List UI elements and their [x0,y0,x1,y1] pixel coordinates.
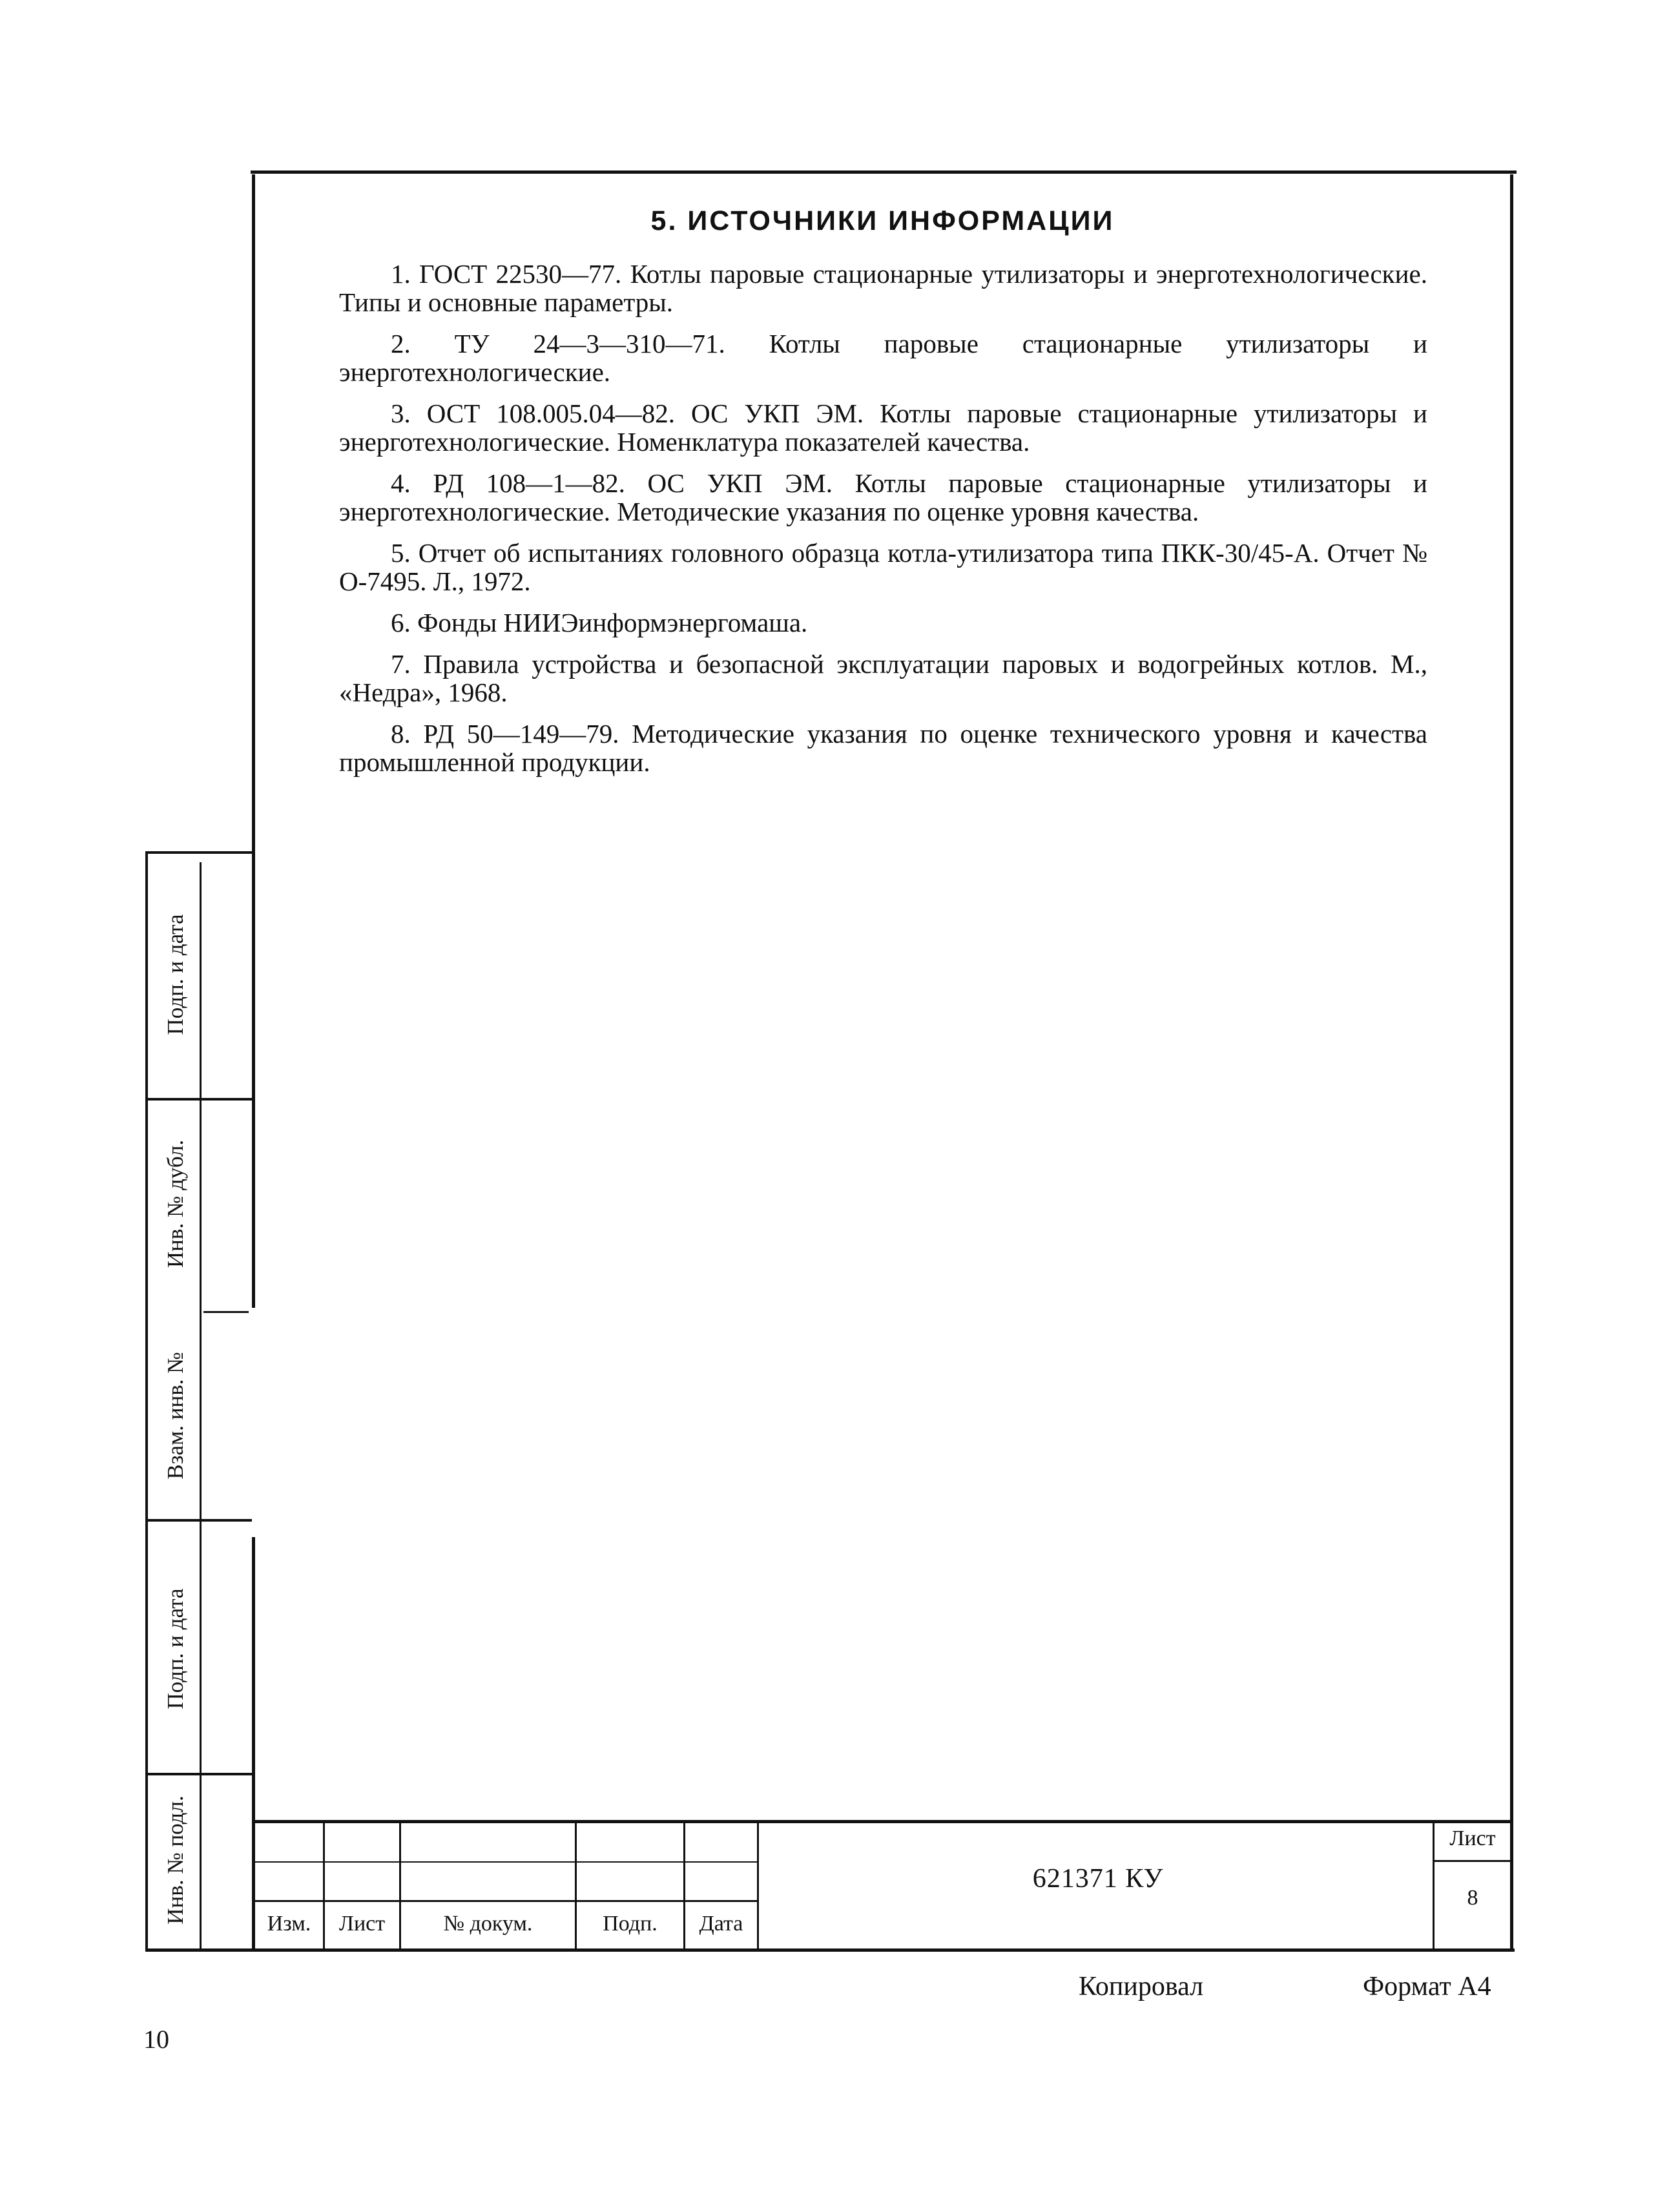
reference-item: 8. РД 50—149—79. Методические указания по оценке технического уровня и качества промышленной продукции. [339,719,1427,777]
sheet-number: 8 [1467,1886,1478,1910]
strip-label-sign-date: Подп. и дата [163,914,188,1035]
strip-label-replacement-inv: Взам. инв. № [163,1352,188,1480]
strip-divider [145,851,252,854]
frame-left-border [252,174,255,1308]
section-title: 5. ИСТОЧНИКИ ИНФОРМАЦИИ [650,205,1115,236]
tb-row-line [255,1861,757,1863]
strip-inner-border [200,862,202,1950]
strip-divider [145,1773,252,1775]
tb-col-date: Дата [699,1912,743,1936]
references-list [339,260,1427,789]
page-number: 10 [143,2025,169,2054]
reference-item: 3. ОСТ 108.005.04—82. ОС УКП ЭМ. Котлы паровые стационарные утилизаторы и энерготехнологические. Номенклатура показателей качества. [339,398,1427,457]
tb-col-change: Изм. [267,1912,311,1936]
format-label: Формат А4 [1363,1972,1491,2001]
strip-label-duplicate-inv: Инв. № дубл. [163,1139,188,1268]
strip-divider [145,1098,252,1101]
reference-item: 4. РД 108—1—82. ОС УКП ЭМ. Котлы паровые стационарные утилизаторы и энерготехнологические. Методические указания по оценке уровня качества. [339,468,1427,526]
reference-item: 7. Правила устройства и безопасной эксплуатации паровых и водогрейных котлов. М., «Недра», 1968. [339,649,1427,707]
reference-item: 1. ГОСТ 22530—77. Котлы паровые стационарные утилизаторы и энерготехнологические. Типы и основные параметры. [339,259,1427,317]
sheet-label: Лист [1449,1826,1496,1850]
title-block-top-border [252,1820,1513,1823]
tb-col-doc-number: № докум. [443,1912,533,1936]
tb-col-divider [757,1823,759,1950]
document-code: 621371 КУ [1032,1864,1164,1894]
frame-right-border [1510,174,1513,1950]
tb-col-signature: Подп. [603,1912,658,1936]
strip-outer-border [145,851,148,1950]
tb-row-line [1435,1860,1510,1862]
strip-label-sign-date-2: Подп. и дата [163,1588,188,1710]
reference-item: 5. Отчет об испытаниях головного образца котла-утилизатора типа ПКК-30/45-А. Отчет № О-7495. Л., 1972. [339,538,1427,596]
reference-item: 6. Фонды НИИЭинформэнергомаша. [391,608,808,637]
strip-label-original-inv: Инв. № подл. [163,1795,188,1925]
frame-top-border [251,171,1517,174]
copied-by-label: Копировал [1079,1972,1204,2001]
tb-row-line [255,1900,757,1902]
title-block-bottom-border [145,1948,1515,1952]
strip-divider [145,1519,252,1522]
reference-item: 2. ТУ 24—3—310—71. Котлы паровые стационарные утилизаторы и энерготехнологические. [339,329,1427,387]
frame-left-border-lower [252,1537,255,1950]
strip-divider [203,1311,249,1313]
tb-col-sheet: Лист [338,1912,386,1936]
